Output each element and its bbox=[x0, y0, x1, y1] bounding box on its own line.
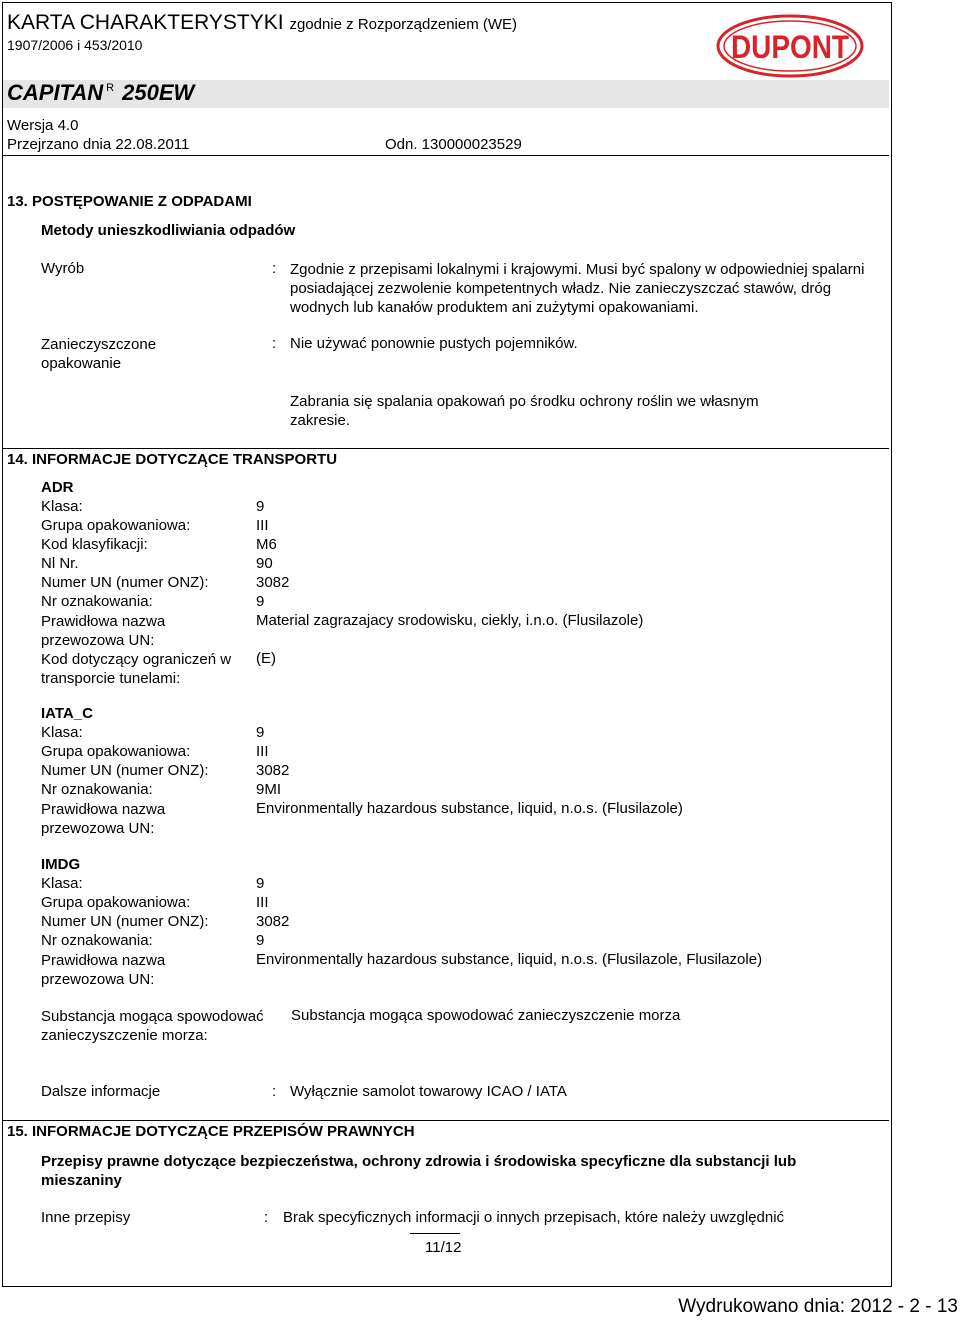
imdg-shipping-name-value: Environmentally hazardous substance, liquid, n.o.s. (Flusilazole, Flusilazole) bbox=[256, 951, 763, 968]
registered-mark: R bbox=[106, 82, 115, 94]
adr-label-number-value: 9 bbox=[256, 593, 265, 610]
waste-product-value: Zgodnie z przepisami lokalnymi i krajowymi. Musi być spalony w odpowiedniej spalarni posiadającej zezwolenie kompetentnych władz. Nie zanieczyszczać stawów, dróg wodnych lub kanałów produktem ani zużytymi opakowaniami. bbox=[290, 261, 865, 316]
imdg-shipping-name-label: Prawidłowa nazwa przewozowa UN: bbox=[41, 952, 166, 988]
iata-heading: IATA_C bbox=[41, 705, 93, 722]
section-15-divider bbox=[3, 1120, 889, 1121]
other-regulations-label: Inne przepisy bbox=[41, 1209, 131, 1226]
document-title-main: KARTA CHARAKTERYSTYKI bbox=[7, 11, 284, 34]
imdg-class-value: 9 bbox=[256, 875, 265, 892]
adr-classification-code-label: Kod klasyfikacji: bbox=[41, 536, 148, 553]
other-regulations-sep: : bbox=[264, 1209, 269, 1226]
dupont-logo-text: DUPONT bbox=[731, 29, 850, 65]
adr-packing-group-value: III bbox=[256, 517, 269, 534]
section-15-title: 15. INFORMACJE DOTYCZĄCE PRZEPISÓW PRAWNYCH bbox=[7, 1123, 415, 1140]
page-number-rule bbox=[410, 1233, 460, 1234]
waste-product-sep: : bbox=[272, 260, 277, 277]
further-info-sep: : bbox=[272, 1083, 277, 1100]
dupont-logo bbox=[716, 14, 864, 78]
imdg-class-label: Klasa: bbox=[41, 875, 83, 892]
regulation-number: 1907/2006 i 453/2010 bbox=[7, 37, 143, 53]
marine-pollutant-value: Substancja mogąca spowodować zanieczyszczenie morza bbox=[291, 1007, 681, 1024]
adr-heading: ADR bbox=[41, 479, 74, 496]
section-14-divider bbox=[3, 448, 889, 449]
adr-label-number-label: Nr oznakowania: bbox=[41, 593, 153, 610]
adr-classification-code-value: M6 bbox=[256, 536, 277, 553]
burning-prohibition-note: Zabrania się spalania opakowań po środku ochrony roślin we własnym zakresie. bbox=[290, 393, 759, 429]
section-13-title: 13. POSTĘPOWANIE Z ODPADAMI bbox=[7, 193, 252, 210]
further-info-value: Wyłącznie samolot towarowy ICAO / IATA bbox=[290, 1083, 567, 1100]
version: Wersja 4.0 bbox=[7, 117, 79, 134]
imdg-label-number-value: 9 bbox=[256, 932, 265, 949]
adr-un-number-value: 3082 bbox=[256, 574, 290, 591]
document-title-regulation: zgodnie z Rozporządzeniem (WE) bbox=[289, 16, 518, 33]
adr-shipping-name-value: Material zagrazajacy srodowisku, ciekly, i.n.o. (Flusilazole) bbox=[256, 612, 644, 629]
waste-product-label: Wyrób bbox=[41, 260, 85, 277]
adr-tunnel-code-label: Kod dotyczący ograniczeń w transporcie tunelami: bbox=[41, 651, 232, 687]
reference-number: Odn. 130000023529 bbox=[385, 136, 522, 153]
adr-tunnel-code-value: (E) bbox=[256, 650, 276, 667]
iata-shipping-name-value: Environmentally hazardous substance, liquid, n.o.s. (Flusilazole) bbox=[256, 800, 683, 817]
marine-pollutant-label: Substancja mogąca spowodować zanieczyszczenie morza: bbox=[41, 1008, 264, 1044]
iata-label-number-value: 9MI bbox=[256, 781, 282, 798]
imdg-label-number-label: Nr oznakowania: bbox=[41, 932, 153, 949]
revision-date: Przejrzano dnia 22.08.2011 bbox=[7, 136, 190, 153]
adr-hazard-number-value: 90 bbox=[256, 555, 273, 572]
further-info-label: Dalsze informacje bbox=[41, 1083, 161, 1100]
imdg-heading: IMDG bbox=[41, 856, 81, 873]
contaminated-packaging-label: Zanieczyszczone opakowanie bbox=[41, 336, 157, 372]
imdg-packing-group-value: III bbox=[256, 894, 269, 911]
imdg-un-number-label: Numer UN (numer ONZ): bbox=[41, 913, 209, 930]
imdg-un-number-value: 3082 bbox=[256, 913, 290, 930]
iata-un-number-value: 3082 bbox=[256, 762, 290, 779]
section-13-subtitle: Metody unieszkodliwiania odpadów bbox=[41, 222, 296, 239]
product-suffix: 250EW bbox=[122, 80, 195, 105]
adr-class-label: Klasa: bbox=[41, 498, 83, 515]
adr-class-value: 9 bbox=[256, 498, 265, 515]
adr-hazard-number-label: Nl Nr. bbox=[41, 555, 79, 572]
product-name bbox=[7, 80, 194, 106]
section-15-subtitle: Przepisy prawne dotyczące bezpieczeństwa, ochrony zdrowia i środowiska specyficzne dla substancji lub mieszaniny bbox=[41, 1153, 797, 1189]
iata-packing-group-value: III bbox=[256, 743, 269, 760]
iata-un-number-label: Numer UN (numer ONZ): bbox=[41, 762, 209, 779]
other-regulations-value: Brak specyficznych informacji o innych przepisach, które należy uwzględnić bbox=[283, 1209, 785, 1226]
iata-packing-group-label: Grupa opakowaniowa: bbox=[41, 743, 191, 760]
iata-class-label: Klasa: bbox=[41, 724, 83, 741]
contaminated-packaging-sep: : bbox=[272, 335, 277, 352]
iata-shipping-name-label: Prawidłowa nazwa przewozowa UN: bbox=[41, 801, 166, 837]
adr-shipping-name-label: Prawidłowa nazwa przewozowa UN: bbox=[41, 613, 166, 649]
product-name-text: CAPITAN bbox=[7, 80, 104, 105]
imdg-packing-group-label: Grupa opakowaniowa: bbox=[41, 894, 191, 911]
contaminated-packaging-value: Nie używać ponownie pustych pojemników. bbox=[290, 335, 578, 352]
section-14-title: 14. INFORMACJE DOTYCZĄCE TRANSPORTU bbox=[7, 451, 338, 468]
printed-date: Wydrukowano dnia: 2012 - 2 - 13 bbox=[678, 1296, 958, 1317]
page-number: 11/12 bbox=[425, 1239, 462, 1256]
iata-class-value: 9 bbox=[256, 724, 265, 741]
header-divider bbox=[3, 155, 889, 156]
adr-un-number-label: Numer UN (numer ONZ): bbox=[41, 574, 209, 591]
document-title bbox=[7, 11, 517, 35]
iata-label-number-label: Nr oznakowania: bbox=[41, 781, 153, 798]
adr-packing-group-label: Grupa opakowaniowa: bbox=[41, 517, 191, 534]
